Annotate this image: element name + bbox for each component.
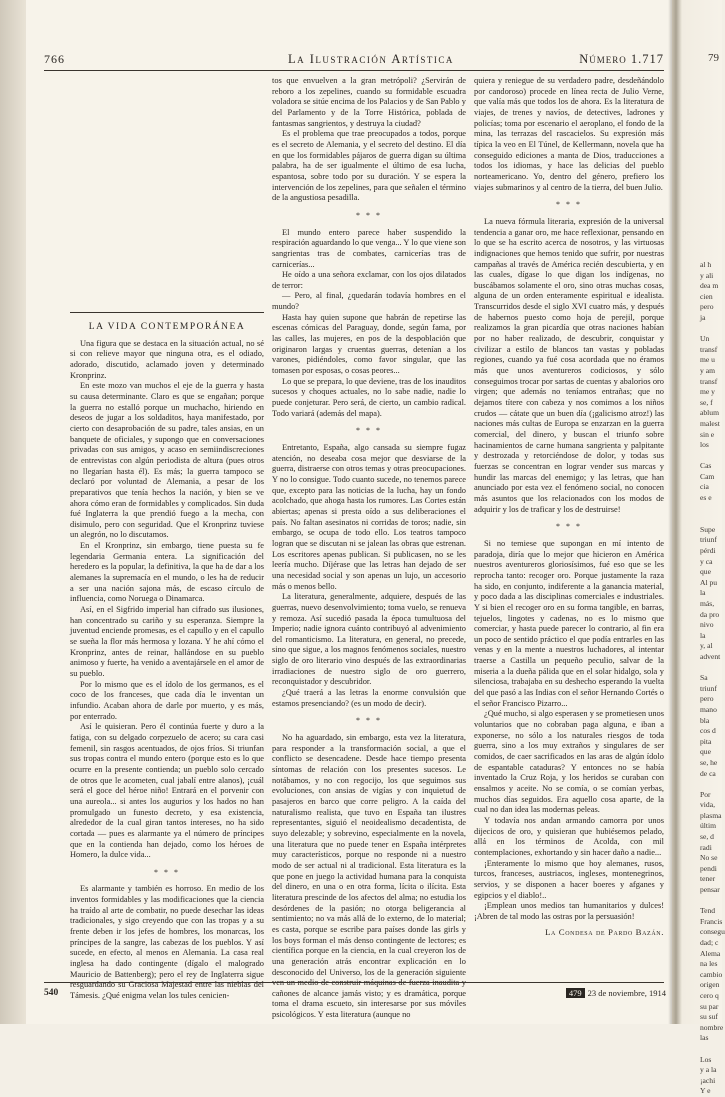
paragraph: tos que envuelven a la gran metrópoli? ¿Servirán de reboro a los zepelines, cuando su formidable escuadra voladora se sitúe encima de los Palacios y de San Pablo y del Parlamento y de la Torre Histórica, poblada de fantasmas sangrientos, y destruya la ciudad? (272, 76, 466, 128)
next-page-line: las (700, 1033, 709, 1043)
section-title: LA VIDA CONTEMPORÁNEA (88, 322, 246, 332)
next-page-line: transf (700, 344, 718, 354)
next-page-line: triunf (700, 535, 717, 545)
next-page-line: se, d (700, 832, 714, 842)
paragraph: La literatura, generalmente, adquiere, después de las guerras, nuevo desenvolvimiento; toma vuelo, se renueva y remoza. Así sucedió pasada la época tumultuosa del Imperio; nadie ignora cuánto contribuyó al advenimiento del romanticismo. La literatura, en general, no precede, sino que sigue, a los magnos fenómenos sociales, nuestro siglo de oro literario vino después de las extraordinarias irradiaciones de nuestro siglo de oro guerrero, reconquistador y descubridor. (272, 592, 466, 687)
next-page-line: nivo (700, 620, 714, 630)
next-page-number: 79 (708, 52, 719, 64)
next-page-line: al h (700, 260, 712, 269)
next-page-line: radi (700, 842, 712, 852)
next-page-line: que (700, 567, 711, 577)
next-page-line: es e (700, 493, 712, 503)
next-page-line: origen (700, 980, 720, 990)
paragraph: quiera y reniegue de su verdadero padre, desdeñándolo por candoroso) procede en línea recta de Julio Verne, que valía más que todos los de ahora. Es la literatura de viajes, de trenes y navíos, de detectives, ladrones y policías; toma por escenario el aeroplano, el fondo de la mina, las terrazas del rascacielos. Su expresión más típica la veo en El Túnel, de Kellermann, novela que ha conseguido ediciones a manta de Dios, traducciones a todos los idiomas, y hace las delicias del pueblo norteamericano. Yo, dentro del género, prefiero los viajes submarinos y al centro de la tierra, del buen Julio. (474, 76, 664, 192)
header-rule (44, 70, 664, 71)
next-page-line: Y e (700, 1086, 711, 1096)
next-page-line (700, 896, 722, 907)
footer-rule (44, 982, 664, 983)
section-rule (70, 312, 264, 313)
next-page-line: pita (700, 736, 712, 746)
next-page-line: sin e (700, 429, 715, 439)
next-page-line: últim (700, 821, 717, 831)
paragraph: ¡Emplean unos medios tan humanitarios y dulces! ¡Abren de tal modo las ostras por la persuasión! (474, 901, 664, 921)
article-column-3 (474, 76, 664, 937)
next-page-line: Un (700, 334, 710, 344)
next-page-line (700, 514, 722, 525)
next-page-line: Sa (700, 673, 708, 683)
next-page-line: pendi (700, 863, 717, 873)
next-page-line: ablum (700, 408, 719, 418)
next-page-line: dad; c (700, 938, 719, 947)
next-page-line: y am (700, 365, 715, 375)
next-page-line (700, 1044, 722, 1055)
scan-left-edge (0, 0, 26, 1024)
article-column-2 (272, 76, 466, 1021)
next-page-line (700, 663, 722, 674)
paragraph: La nueva fórmula literaria, expresión de la universal tendencia a ganar oro, me hace reflexionar, pensando en lo que se ha escrito acerca de nosotros, y las virtuosas indignaciones que hemos tenido que sufrir, por nuestras campañas al través de América recién descubierta, y en las cuales, dígase lo que digan los indígenas, no buscábamos solamente el oro, sino otras muchas cosas, alguna de un orden enteramente espiritual e idealista. Transcurridos desde el siglo XVI cuatro más, y después de habernos puesto como hoja de perejil, porque realizamos la gran picardía que otras naciones habían por no haber realizado, de descubrir, conquistar y civilizar a estilo de blancos tan vastas y pobladas regiones, cuando ya fué cosa acordada que no éramos más que unos aventureros codiciosos, y sólo conseguimos trocar por sartas de cuentas y abalorios oro virgen; que además no teníamos entrañas; que no dejamos títere con cabeza y nos comimos a los niños crudos — cátate que un buen día (¡galicismo atroz!) las naciones más cultas de Europa se enzarzan en la guerra comercial, del dinero, y buscan el triunfo sobre hacinamientos de carne humana sangrienta y palpitante y destrozada y retorciéndose de dolor, y todas sus fuerzas se concentran en lograr vender sus marcas y hundir las marcas del enemigo; y las letras, que han anunciado por esta vez el fenómeno social, no conocen más asuntos que los relacionados con los modos de adquirir y los de traficar y los de destruirse! (474, 216, 664, 514)
next-page-line: y, al (700, 641, 713, 651)
next-page-line: na les (700, 959, 718, 969)
paragraph: No ha aguardado, sin embargo, esta vez la literatura, para responder a la transformación social, a que el conflicto se desencadene. Desde hace tiempo presenta síntomas de relación con los presentes sucesos. Le notábamos, y no con regocijo, los que seguimos sus evoluciones, con ansias de vigías y con inquietud de pasajeros en barco que corre peligro. A la caída del naturalismo realista, que tuvo en España tan ilustres representantes, siguió el neoidealismo decadentista, de suyo delezable; y sobrevino, especialmente en la novela, una literatura que no puede tener en España intérpretes muy característicos, porque no responde ni a nuestro modo de ser actual ni al tradicional. Esta literatura es la que pone en juego la actividad humana para la conquista del dinero, en una o en otra forma, lícita o ilícita. Esta literatura prescinde de los afectos del alma; no estudia los desórdenes de la pasión; no otorga beligerancia al sentimiento; no va más allá de lo externo, de lo material; es casta, porque se escribe para países donde las girls y los boys forman el más denso contingente de lectores; es científica porque en la ciencia, en la cual creyeron los de una generación atrás encontrar explicación en lo desconocido del Universo, los de la generación siguiente ven un medio de construir máquinas de fuerza inaudita y cañones de alcance jamás visto; y es dramática, porque toma el drama escueto, sin interesarse por sus móviles psicológicos. Y esta literatura (aunque no (272, 733, 466, 1020)
next-page-line: cia (700, 482, 709, 492)
asterism-separator: * * * (556, 522, 582, 532)
next-page-line: su par (700, 1001, 719, 1011)
next-page-line: se, he (700, 757, 718, 767)
paragraph: Así, en el Sigfrido imperial han cifrado sus ilusiones, han concentrado su cariño y su esperanza. Siempre la juventud enciende promesas, es el capullo y en el capullo se sueña la flor más hermosa y lozana. Y he ahí cómo el Kronprinz, antes de reinar, hallándose en su pueblo animoso y fuerte, ha venido a aventajársele en el amor de su pueblo. (70, 605, 264, 678)
paragraph: Hasta hay quien supone que habrán de repetirse las escenas cómicas del Paraguay, donde, según fama, por las calles, las mujeres, en pos de la despoblación que originaron largas y cruentas guerras, detenían a los varones, pidiéndoles, como favor singular, que las tomasen por esposas, o cosas peores... (272, 312, 466, 376)
page-header (44, 50, 664, 70)
asterism-separator: * * * (356, 426, 382, 436)
next-page-line: Supe (700, 524, 716, 534)
article-column-1 (70, 322, 264, 1002)
paragraph: He oído a una señora exclamar, con los ojos dilatados de terror: (272, 270, 466, 290)
next-page-line: se, f (700, 397, 713, 407)
next-page-line: ja (700, 312, 706, 322)
paragraph: Una figura que se destaca en la situación actual, no sé si con relieve mayor que ninguna otra, es el odiado, adorado, discutido, aclamado joven y determinado Kronprinz. (70, 338, 264, 380)
paragraph: — Pero, al final, ¿quedarán todavía hombres en el mundo? (272, 291, 466, 312)
next-page-line: triunf (700, 683, 717, 693)
next-page-line (700, 504, 722, 515)
paragraph: El mundo entero parece haber suspendido la respiración aguardando lo que venga... Y lo que viene son sangrientas tras de combates, carnicerías tras de carnicerías... (272, 227, 466, 269)
next-page-line: los (700, 440, 709, 450)
next-page-line: Los (700, 1054, 712, 1064)
asterism-separator: * * * (154, 867, 180, 877)
next-page-line: pensar (700, 885, 720, 895)
next-page-line: Tend (700, 906, 716, 916)
next-page-line: Al pu (700, 577, 718, 587)
paragraph: ¿Qué traerá a las letras la enorme convulsión que estamos presenciando? (es un modo de decir). (272, 688, 466, 708)
next-page-line: advent (700, 651, 721, 661)
next-page-line: me u (700, 355, 715, 365)
paragraph: Por lo mismo que es el ídolo de los germanos, es el coco de los franceses, que cada día le inventan un infundio. Acaban ahora de darle por muerto, y es más, por enterrado. (70, 679, 264, 721)
next-page-line: más, (700, 599, 715, 608)
next-page-line: Alema (700, 948, 721, 958)
next-page-line: que (700, 747, 711, 757)
next-page-line: transf (700, 376, 718, 386)
publication-title: La Ilustración Artística (288, 52, 454, 66)
next-page-line: la (700, 630, 706, 640)
issue-number: Número 1.717 (579, 52, 664, 66)
next-page-line: tener (700, 874, 716, 884)
paragraph: En este mozo van muchos el eje de la guerra y hasta su causa determinante. Claro es que se engañan; porque la guerra no estalló porque un muchacho, hiriendo en deseos de jugar a los soldaditos, haya manifestado, por cierto con desaprobación de su padre, tales ansias, en un banquete de oficiales, y supongo que en conversaciones privadas con sus amigos, y acaso en semiindiscreciones de entrevistas con algún periodista de altura (pues otros no llegarían hasta él). Es más; la guerra tampoco se declaró por voluntad de Alemania, a pesar de los preparativos que tenía hechos la nación, y bien se ve ahora cómo eran de formidables y complicados. Sin duda fué Inglaterra la que prendió fuego a la mecha, con disimulo, pero con seguridad. Que el Kronprinz tuviese un alegrón, no lo discutamos. (70, 381, 264, 540)
paragraph: Es alarmante y también es horroso. En medio de los inventos formidables y las modificaciones que la ciencia ha traído al arte de combatir, no puede desechar las ideas tradicionales, y sigo creyendo que con las tropas y a su frente deben ir los jefes de hombres, los monarcas, los príncipes de la sangre, las cabezas de los pueblos. Y así sucede, en efecto, al menos en Alemania. La casa real inglesa ha dado contingente (dígalo el malogrado Mauricio de Battenberg); pero el rey de Inglaterra sigue resguardando su Graciosa Majestad entre las nieblas del Támesis. ¿Qué enigma velan los tules cenicien- (70, 884, 264, 1001)
next-page-line: Cas (700, 461, 712, 471)
next-page-line: cos d (700, 726, 716, 736)
asterism-separator: * * * (356, 716, 382, 726)
next-page-line: Cam (700, 471, 715, 481)
paragraph: Y todavía nos andan armando camorra por unos dijecicos de oro, y quisieran que hubiésemos pelado, allá en los términos de Acolda, con mil contemplaciones, exhortando y sin hacer daño a nadie... (474, 815, 664, 857)
page-footer (44, 988, 664, 1002)
asterism-separator: * * * (356, 210, 382, 220)
issue-badge: 479 (566, 988, 585, 998)
next-page-line (700, 324, 722, 335)
next-page-line: da pro (700, 609, 720, 619)
next-page-line: dea m (700, 281, 719, 291)
issue-date: 23 de noviembre, 1914 (587, 988, 666, 998)
archive-page-number: 540 (44, 988, 59, 998)
next-page-line: y ali (700, 270, 714, 280)
next-page-line: me y (700, 387, 715, 397)
page-number: 766 (44, 52, 65, 66)
next-page-line: plasma (700, 810, 722, 820)
author-signature: La Condesa de Pardo Bazán. (545, 926, 664, 937)
paragraph: ¿Qué mucho, si algo esperasen y se prometiesen unos voluntarios que no cobraban paga alguna, e iban a exponerse, no sólo a los naturales riesgos de toda guerra, sino a los muy extraños y singulares de ser comidos, de caer sacrificados en las aras de algún ídolo de espantable cataduras? Y entonces no se había inventado la Cruz Roja, y los heridos se curaban con ensalmos y aceite. No se comía, o se comían yerbas, muchos días seguidos. Era aquello cosa aparte, de la cual no dan idea las modernas peleas. (474, 709, 664, 815)
next-page-line (700, 451, 722, 462)
next-page-line: Francis (700, 916, 723, 926)
next-page-text-fragment (700, 260, 725, 1097)
next-page-line: mano (700, 704, 717, 714)
next-page-line: y a la (700, 1065, 717, 1075)
next-page-line: bla (700, 715, 710, 725)
next-page-line: su suf (700, 1012, 718, 1022)
next-page-line: cero q (700, 990, 719, 1000)
paragraph: Así le quisieran. Pero él continúa fuerte y duro a la fatiga, con su delgado corpezuelo de acero; su cara casi femenil, sin rasgos acentuados, de ojos fríos. Si triunfan sus tropas contra el mundo entero (porque esto es lo que ocurre en la presente contienda; un pueblo solo cercado de otros que le acometen, cual jabalí entre alanos), ¡cuál será el goce del héroe niño! Entrará en el porvenir con una aureola... si antes los augurios y los hados no han promulgado un funesto decreto, y esa existencia, alrededor de la cual giran tantos intereses, no ha sido cortada — pues es alarmante ya el número de príncipes que en la contienda han dejado, como los héroes de Homero, la dulce vida... (70, 722, 264, 860)
next-page-line: pérdi (700, 546, 716, 556)
next-page-line: No se (700, 853, 718, 863)
next-page-line: ¡achi (700, 1075, 716, 1085)
next-page-line: Por (700, 789, 711, 799)
next-page-line: malest (700, 418, 720, 428)
footer-date-block (566, 988, 666, 998)
paragraph: En el Kronprinz, sin embargo, tiene puesta su fe legendaria Germania entera. La significación del heredero es la popular, la definitiva, la que ha de dar a los alemanes la supremacía en el mundo, o les ha de reducir a ser una nación sajona más, de escaso círculo de influencia, como Noruega o Dinamarca. (70, 541, 264, 604)
next-page-line: la (700, 588, 706, 598)
next-page-line: pero (700, 694, 714, 704)
next-page-line: cambio (700, 969, 723, 979)
next-page-line: vida, (700, 800, 715, 810)
paragraph: Entretanto, España, algo cansada su siempre fugaz atención, no deseaba cosa mejor que desviarse de la guerra, distraerse con otros temas y otras preocupaciones. Y no lo consigue. Todo cuanto sucede, no tenemos parece que, excepto para las noticias de la lucha, hay un fondo acolchado, que ahoga hasta los rumores. Las Cortes están abiertas; apenas si presta oído a sus deliberaciones el país. No faltan asesinatos ni corridas de toros; nadie, sin embargo, se ocupa de todo ello. Los teatros tampoco logran que se discutan ni se jalean las obras que estrenan. Los escritores apenas publican. Si publicasen, no se les leería mucho. Díjérase que las letras han dejado de ser una necesidad social y son apenas un lujo, un accesorio más o menos bello. (272, 443, 466, 591)
asterism-separator: * * * (556, 200, 582, 210)
next-page-line: nombre (700, 1022, 724, 1032)
next-page-line: consegu (700, 927, 725, 937)
paragraph: Es el problema que trae preocupados a todos, porque es el secreto de Alemania, y el secreto del destino. El día en que los formidables pájaros de guerra digan su última palabra, ha de ser igualmente el último de esa lucha, espantosa, sobre todo por su duración. Y se espera la intervención de los zepelines, para que señalen el término de la angustiosa pesadilla. (272, 129, 466, 203)
next-page-line: de ca (700, 768, 716, 778)
next-page-line: pero (700, 302, 714, 312)
paragraph: ¡Enteramente lo mismo que hoy alemanes, rusos, turcos, franceses, austriacos, ingleses, montenegrinos, servios, y se disponen a hacer boeres y afganes y egipcios y el diablo!.. (474, 858, 664, 900)
paragraph: Lo que se prepara, lo que deviene, tras de los inauditos sucesos y choques actuales, no lo sabe nadie, nadie lo puede conjeturar. Pero será, de cierto, un cambio radical. Todo variará (además del mapa). (272, 376, 466, 418)
next-page-line (700, 779, 722, 790)
paragraph: Si no temiese que supongan en mí intento de paradoja, diría que lo mejor que hicieron en América nuestros aventureros gloriosísimos, fué eso que se les reprocha tanto: recoger oro. Porque justamente la raza ha sido, en conjunto, indiferente a la ganancia material, y poco dada a las disciplinas comerciales e industriales. Y si bien el recoger oro en su forma tangible, en barras, tejuelos, lingotes y cadenas, no es lo mismo que comerciar, y hasta puede parecer lo contrario, al fin era un poco de sentido práctico el que podía entrarles en las venas y en la mente a nuestros luchadores, al intentar traerse a Castilla un pequeño peculio, salvar de la miseria a la dueña pálida que en el solar hidalgo, sola y silenciosa, trabajaba en su deshecho esperando la vuelta del que pasó a las Indias con el señor Hernando Cortés o el señor Francisco Pizarro... (474, 538, 664, 708)
next-page-line: cien (700, 291, 713, 301)
next-page-line: y ca (700, 556, 713, 566)
